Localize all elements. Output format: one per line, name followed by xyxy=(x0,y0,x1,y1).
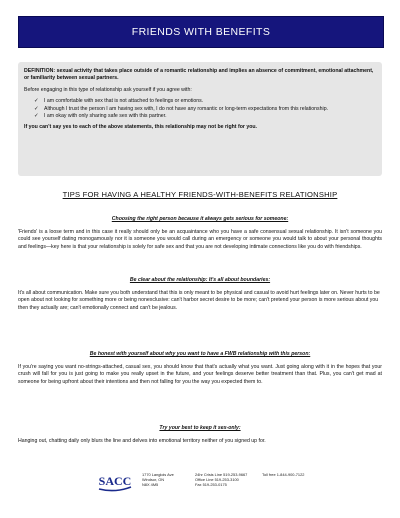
footer-address: 1770 Langlois Ave Windsor, ON N8X 4M5 xyxy=(142,472,174,488)
checkmark-icon: ✓ xyxy=(34,98,39,105)
tip-section xyxy=(18,351,382,386)
tip-heading: Be honest with yourself about why you want to have a FWB relationship with this person: xyxy=(89,351,311,357)
tip-section xyxy=(18,216,382,251)
checklist-item: ✓ I am comfortable with sex that is not attached to feelings or emotions. xyxy=(34,98,204,105)
footer xyxy=(95,470,355,496)
checkmark-icon: ✓ xyxy=(34,105,39,112)
tip-section xyxy=(18,425,382,445)
checklist xyxy=(24,98,376,120)
tip-heading: Try your best to keep it sex-only: xyxy=(159,425,241,431)
definition-text: DEFINITION: sexual activity that takes place outside of a romantic relationship and implies an absence of commitment, emotional attachment, or familiarity between sexual partners. xyxy=(24,68,374,82)
tip-body: If you're saying you want no-strings-attached, casual sex, you should know that that's actually what you want. Just going along with it in the hopes that your crush will fall for you is just going to make you really upset in the future, and your feelings deserve better treatment than that. Plus, you can't get mad at someone for being upfront about their intentions and then not falling for you the way you expected them to. xyxy=(18,363,382,385)
footer-phone-lines: 24hr Crisis Line 519-253-9667 Office Line 519-253-3100 Fax 519-253-0175 xyxy=(195,472,248,488)
before-text: Before engaging in this type of relationship ask yourself if you agree with: xyxy=(24,86,192,93)
checkmark-icon: ✓ xyxy=(34,113,39,120)
definition-box xyxy=(18,62,382,176)
tip-section xyxy=(18,277,382,312)
checklist-item: ✓ I am okay with only sharing safe sex with this partner. xyxy=(34,113,167,120)
tip-body: It's all about communication. Make sure you both understand that this is only meant to be physical and casual to avoid hurt feelings later on. Never hurts to be open about not looking for something more or being nonexclusive: can't harbor secret desire to be more; can't pretend your person is more serious about you then they actually are; can't emotionally connect and can't be jealous. xyxy=(18,289,380,311)
warning-text: If you can't say yes to each of the above statements, this relationship may not be right for you. xyxy=(24,124,257,131)
page-title: FRIENDS WITH BENEFITS xyxy=(131,26,271,38)
tip-heading: Be clear about the relationship: It's all about boundaries: xyxy=(129,277,271,283)
tips-title: TIPS FOR HAVING A HEALTHY FRIENDS-WITH-BENEFITS RELATIONSHIP xyxy=(62,190,338,199)
tip-body: Hanging out, chatting daily only blurs the line and delves into emotional territory neither of you signed up for. xyxy=(18,437,266,444)
tip-heading: Choosing the right person because it always gets serious for someone: xyxy=(111,216,289,222)
checklist-item: ✓ Although I trust the person I am having sex with, I do not have any romantic or long-term expectations from this relationship. xyxy=(34,105,329,112)
footer-tollfree: Toll free 1-844-900-7122 xyxy=(262,472,305,477)
logo-text: SACC xyxy=(98,474,132,488)
title-banner xyxy=(18,16,384,48)
tip-body: 'Friends' is a loose term and in this case it really should only be an acquaintance who you have a safe consensual sexual relationship. It isn't someone you could see yourself dating monogamously nor it is someone you would call during an emergency or someone you would talk to about your personal thoughts and feelings—key here is that your relationship is solely for safe sex and that you are not developing intimate connections like you do with friendships. xyxy=(18,228,382,250)
sacc-logo xyxy=(95,470,135,494)
